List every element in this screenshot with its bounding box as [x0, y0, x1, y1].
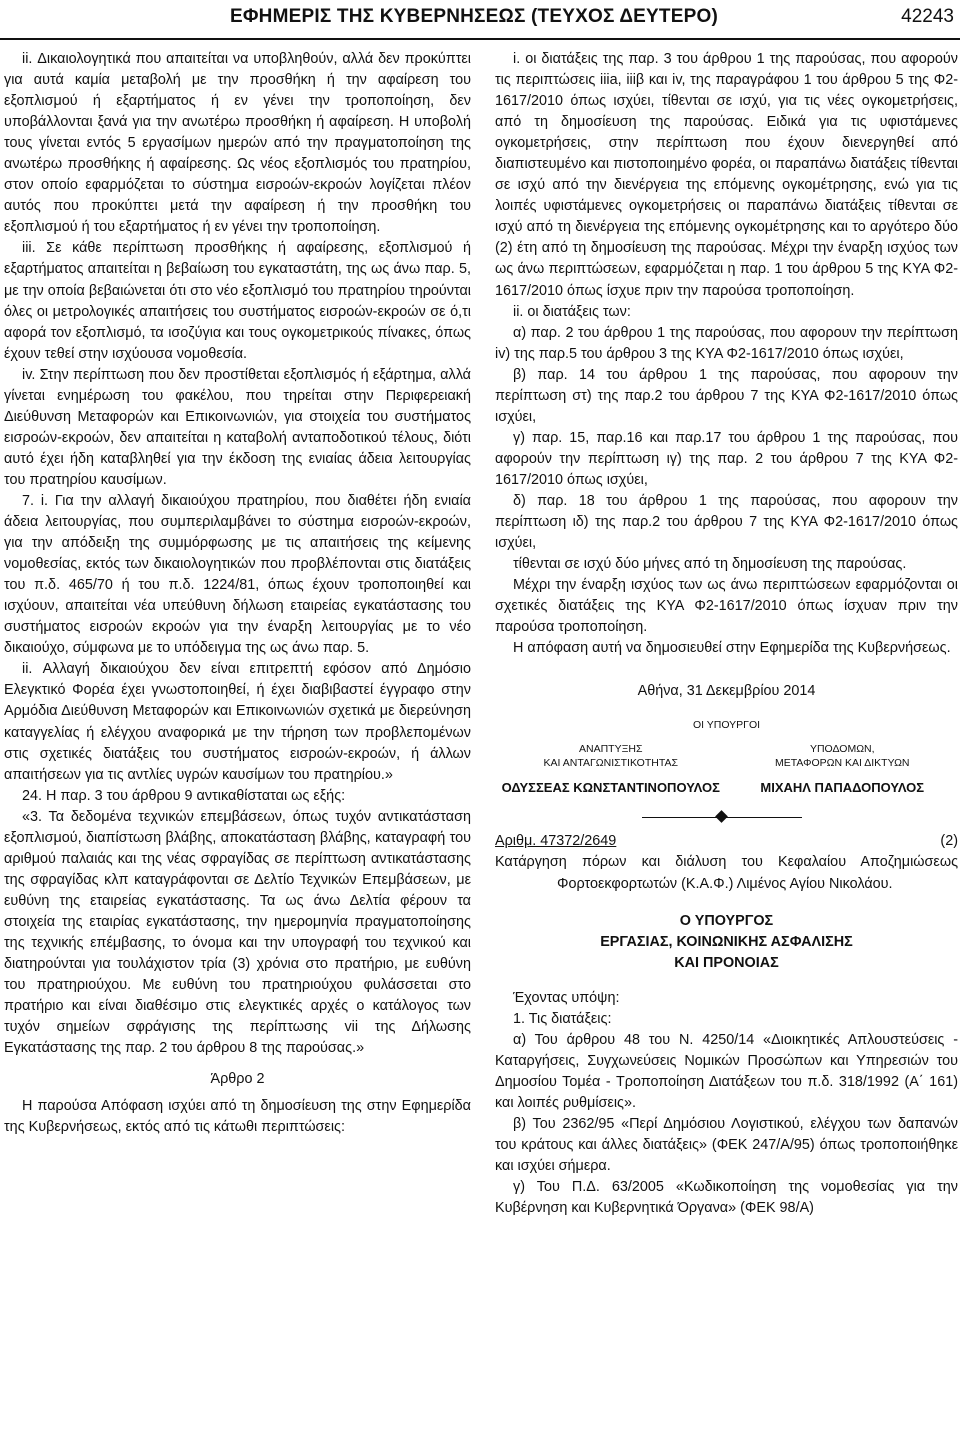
ministry-name: ΑΝΑΠΤΥΞΗΣ [579, 743, 643, 756]
page-header [0, 0, 960, 40]
date-line: Αθήνα, 31 Δεκεμβρίου 2014 [637, 683, 816, 700]
minister-name: ΟΔΥΣΣΕΑΣ ΚΩΝΣΤΑΝΤΙΝΟΠΟΥΛΟΣ [501, 780, 720, 796]
paragraph: β) παρ. 14 του άρθρου 1 της παρούσας, που αφορουν την περίπτωση στ) της παρ.2 του άρθρου 7 της ΚΥΑ Φ2-1617/2010 όπως ισχύει, [495, 366, 958, 425]
minister-name: ΜΙΧΑΗΛ ΠΑΠΑΔΟΠΟΥΛΟΣ [760, 780, 925, 796]
left-column [4, 49, 471, 1138]
minister-heading: Ο ΥΠΟΥΡΓΟΣ [679, 912, 774, 929]
paragraph: 7. i. Για την αλλαγή δικαιούχου πρατηρίου, που διαθέτει ήδη ενιαία άδεια λειτουργίας, που συμπεριλαμβάνει το σύστημα εισροών-εκροών, για την απόδειξη της συμμόρφωσης με τις απαιτήσεις της κείμενης νομοθεσίας, εκτός των δικαιολογητικών που προβλέπονται στις διατάξεις του π.δ. 465/70 ή του π.δ. 1224/81, όπως έχουν τροποποιηθεί και ισχύουν, απαιτείται νέα υπεύθυνη δήλωση εταιρείας εγκατάστασης του συστήματος εισροών εκροών για την έναρξη λειτουργίας με το νέο δικαιούχο, σύμφωνα με το υπόδειγμα της ως άνω παρ. 5. [4, 492, 471, 657]
paragraph: γ) Του Π.Δ. 63/2005 «Κωδικοποίηση της νομοθεσίας για την Κυβέρνηση και Κυβερνητικά Όργανα» (ΦΕΚ 98/Α) [495, 1178, 958, 1217]
paragraph: iv. Στην περίπτωση που δεν προστίθεται εξοπλισμός ή εξάρτημα, αλλά γίνεται ενημέρωση του φακέλου, που τηρείται στην Περιφερειακή Διεύθυνση Μεταφορών και Επικοινωνιών, για στοιχεία του συστήματος εισροών-εκροών, δεν απαιτείται η καταβολή ανταποδοτικού τέλους, διότι αυτό έχει ήδη καταβληθεί για την έκδοση της ενιαίας άδεια λειτουργίας του πρατηρίου καυσίμων. [4, 366, 471, 488]
paragraph: Μέχρι την έναρξη ισχύος των ως άνω περιπτώσεων εφαρμόζονται οι σχετικές διατάξεις της ΚΥΑ Φ2-1617/2010 όπως ίσχυαν πριν την παρούσα τροποποίηση. [495, 577, 958, 636]
decision-header [495, 831, 958, 852]
paragraph: i. οι διατάξεις της παρ. 3 του άρθρου 1 της παρούσας, που αφορούν τις περιπτώσεις iiia, iiiβ και iv, της παραγράφου 1 του άρθρου 5 της Φ2-1617/2010 όπως ισχύει, τίθενται σε ισχύ, για τις νέες ογκομετρήσεις, από τη δημοσίευση της παρούσας. Ειδικά για τις υφιστάμενες ογκομετρήσεις, στην περίπτωση που έχουν διενεργηθεί από διαπιστευμένο και πιστοποιημένο φορέα, οι παραπάνω διατάξεις τίθενται σε ισχύ από την διενέργεια της επόμενης ογκομέτρησης, ενώ για τις λοιπές υφιστάμενες ογκομετρήσεις οι παραπάνω διατάξεις τίθενται σε ισχύ από τη διενέργεια της επόμενης ογκομέτρησης και το αργότερο δύο (2) έτη από τη δημοσίευση της παρούσας. Μέχρι την έναρξη ισχύος των ως άνω περιπτώσεων, εφαρμόζεται η παρ. 1 του άρθρου 5 της ΚΥΑ Φ2-1617/2010 όπως ίσχυε πριν την παρούσα τροποποίηση. [495, 51, 958, 299]
minister-heading: ΕΡΓΑΣΙΑΣ, ΚΟΙΝΩΝΙΚΗΣ ΑΣΦΑΛΙΣΗΣ [600, 933, 853, 950]
paragraph: ii. Αλλαγή δικαιούχου δεν είναι επιτρεπτή εφόσον από Δημόσιο Ελεγκτικό Φορέα έχει γνωστοποιηθεί, ή έχει διαβιβαστεί έγγραφο στην Αρμόδια Διεύθυνση Μεταφορών και Επικοινωνιών σχετικά με διερεύνηση καταγγελίας ή ελέγχου αναφορικά με την τήρηση των προβλεπομένων στις σχετικές διατάξεις του συστήματος εισροών-εκροών, ή άλλων απαιτήσεων για τις αντλίες υγρών καυσίμων του πρατηρίου.» [4, 661, 471, 783]
minister-heading: ΚΑΙ ΠΡΟΝΟΙΑΣ [674, 954, 779, 971]
paragraph: δ) παρ. 18 του άρθρου 1 της παρούσας, που αφορουν την περίπτωση ιδ) της παρ.2 του άρθρου 7 της ΚΥΑ Φ2-1617/2010 όπως ισχύει, [495, 492, 958, 552]
paragraph: iii. Σε κάθε περίπτωση προσθήκης ή αφαίρεσης, εξοπλισμού ή εξαρτήματος απαιτείται η βεβαίωση του εγκαταστάτη, της ως άνω παρ. 5, με την οποία βεβαιώνεται ότι στο νέο εξοπλισμό του πρατηρίου τηρούνται όλες οι μετρολογικές απαιτήσεις του συστήματος εισροών-εκροών σε ό,τι αφορά τον εξοπλισμό, τα ισοζύγια και τους ογκομετρικούς πίνακες, όπως έχουν τεθεί στην ισχύουσα νομοθεσία. [4, 240, 471, 362]
signature-left [495, 742, 727, 799]
paragraph: 24. Η παρ. 3 του άρθρου 9 αντικαθίσταται ως εξής: [22, 787, 346, 804]
section-separator [495, 807, 958, 827]
ministry-name: ΚΑΙ ΑΝΤΑΓΩΝΙΣΤΙΚΟΤΗΤΑΣ [543, 757, 678, 770]
paragraph: 1. Τις διατάξεις: [513, 1010, 612, 1027]
ministry-name: ΥΠΟΔΟΜΩΝ, [809, 743, 875, 756]
signature-block [495, 742, 958, 799]
paragraph: α) Του άρθρου 48 του Ν. 4250/14 «Διοικητικές Απλουστεύσεις - Καταργήσεις, Συγχωνεύσεις Νομικών Προσώπων και Υπηρεσιών του Δημοσίου Τομέα - Τροποποίηση Διατάξεων του π.δ. 318/1992 (Α΄ 161) και λοιπές ρυθμίσεις». [495, 1031, 958, 1111]
paragraph: Η απόφαση αυτή να δημοσιευθεί στην Εφημερίδα της Κυβερνήσεως. [513, 640, 951, 657]
page-number: 42243 [901, 6, 954, 27]
paragraph: «3. Τα δεδομένα τεχνικών επεμβάσεων, όπως τυχόν αντικατάσταση εξοπλισμού, διαπίστωση βλάβης, αποκατάσταση βλάβης, καταγραφή του αριθμού παλαιάς και της νέας σφραγίδας σε περίπτωση αντικατάστασης της σφραγίδας κλπ καταγράφονται σε Δελτίο Τεχνικών Επεμβάσεων, με ευθύνη της εταιρείας εγκατάστασης. Τα ως άνω Δελτία φέρουν τα στοιχεία της εταιρίας εγκατάστασης, την ημερομηνία πραγματοποίησης της τεχνικής επέμβασης, το όνομα και την υπογραφή του τεχνικού και διατηρούνται για τουλάχιστον τρία (3) χρόνια στο πρατήριο, με ευθύνη του πρατηριούχου. Με ευθύνη του πρατηριούχου φυλάσσεται στο πρατήριο και είναι διαθέσιμο στις ελεγκτικές αρχές ο κατάλογος των τυχόν σημείων σφράγισης της περίπτωσης vii της Δήλωσης Εγκατάστασης της παρ. 2 του άρθρου 8 της παρούσας.» [4, 808, 471, 1057]
ministers-label: ΟΙ ΥΠΟΥΡΓΟΙ [692, 719, 761, 732]
decision-title: Κατάργηση πόρων και διάλυση του Κεφαλαίου Αποζημιώσεως Φορτοεκφορτωτών (Κ.Α.Φ.) Λιμένος Αγίου Νικολάου. [495, 854, 958, 892]
decision-number: Αριθμ. 47372/2649 [495, 833, 617, 850]
paragraph: Η παρούσα Απόφαση ισχύει από τη δημοσίευση της στην Εφημερίδα της Κυβερνήσεως, εκτός από τις κάτωθι περιπτώσεις: [4, 1098, 471, 1136]
ministry-name: ΜΕΤΑΦΟΡΩΝ ΚΑΙ ΔΙΚΤΥΩΝ [774, 757, 910, 770]
paragraph: ii. Δικαιολογητικά που απαιτείται να υποβληθούν, αλλά δεν προκύπτει για αυτά καμία μεταβολή με την προσθήκη ή την αφαίρεση του εξοπλισμού ή εξαρτήματος ή εν γένει την τροποποίηση, δεν υποβάλλονται ξανά για την ανωτέρω προσθήκη ή αφαίρεση. Η υποβολή τους γίνεται εντός 5 εργασίμων ημερών από την πραγματοποίηση της ανωτέρω προσθήκης ή αφαίρεσης. Ως νέος εξοπλισμός του πρατηρίου, στον οποίο εφαρμόζεται το σύστημα εισροών-εκροών λογίζεται πλέον αυτός που προκύπτει μετά την αφαίρεση ή την προσθήκη του εξοπλισμού ή του εξαρτήματος ή εν γένει την τροποποίηση. [4, 51, 471, 236]
paragraph: Έχοντας υπόψη: [513, 989, 620, 1006]
diamond-icon [715, 811, 728, 824]
paragraph: γ) παρ. 15, παρ.16 και παρ.17 του άρθρου 1 της παρούσας, που αφορούν την περίπτωση ιγ) της παρ. 2 του άρθρου 7 της ΚΥΑ Φ2-1617/2010 όπως ισχύει, [495, 429, 958, 488]
signature-right [727, 742, 959, 799]
paragraph: τίθενται σε ισχύ δύο μήνες από τη δημοσίευση της παρούσας. [513, 556, 907, 573]
paragraph: α) παρ. 2 του άρθρου 1 της παρούσας, που αφορουν την περίπτωση iv) της παρ.5 του άρθρου 3 της ΚΥΑ Φ2-1617/2010 όπως ισχύει, [495, 324, 958, 362]
paragraph: ii. οι διατάξεις των: [513, 303, 631, 320]
gazette-title: ΕΦΗΜΕΡΙΣ ΤΗΣ ΚΥΒΕΡΝΗΣΕΩΣ (ΤΕΥΧΟΣ ΔΕΥΤΕΡΟ) [230, 6, 718, 27]
decision-marker: (2) [940, 833, 958, 850]
right-column [495, 49, 958, 1219]
article-heading: Άρθρο 2 [210, 1071, 265, 1088]
paragraph: β) Του 2362/95 «Περί Δημόσιου Λογιστικού, ελέγχου των δαπανών του κράτους και άλλες διατάξεις» (ΦΕΚ 247/Α/95) όπως τροποποιήθηκε και ισχύει σήμερα. [495, 1115, 958, 1174]
